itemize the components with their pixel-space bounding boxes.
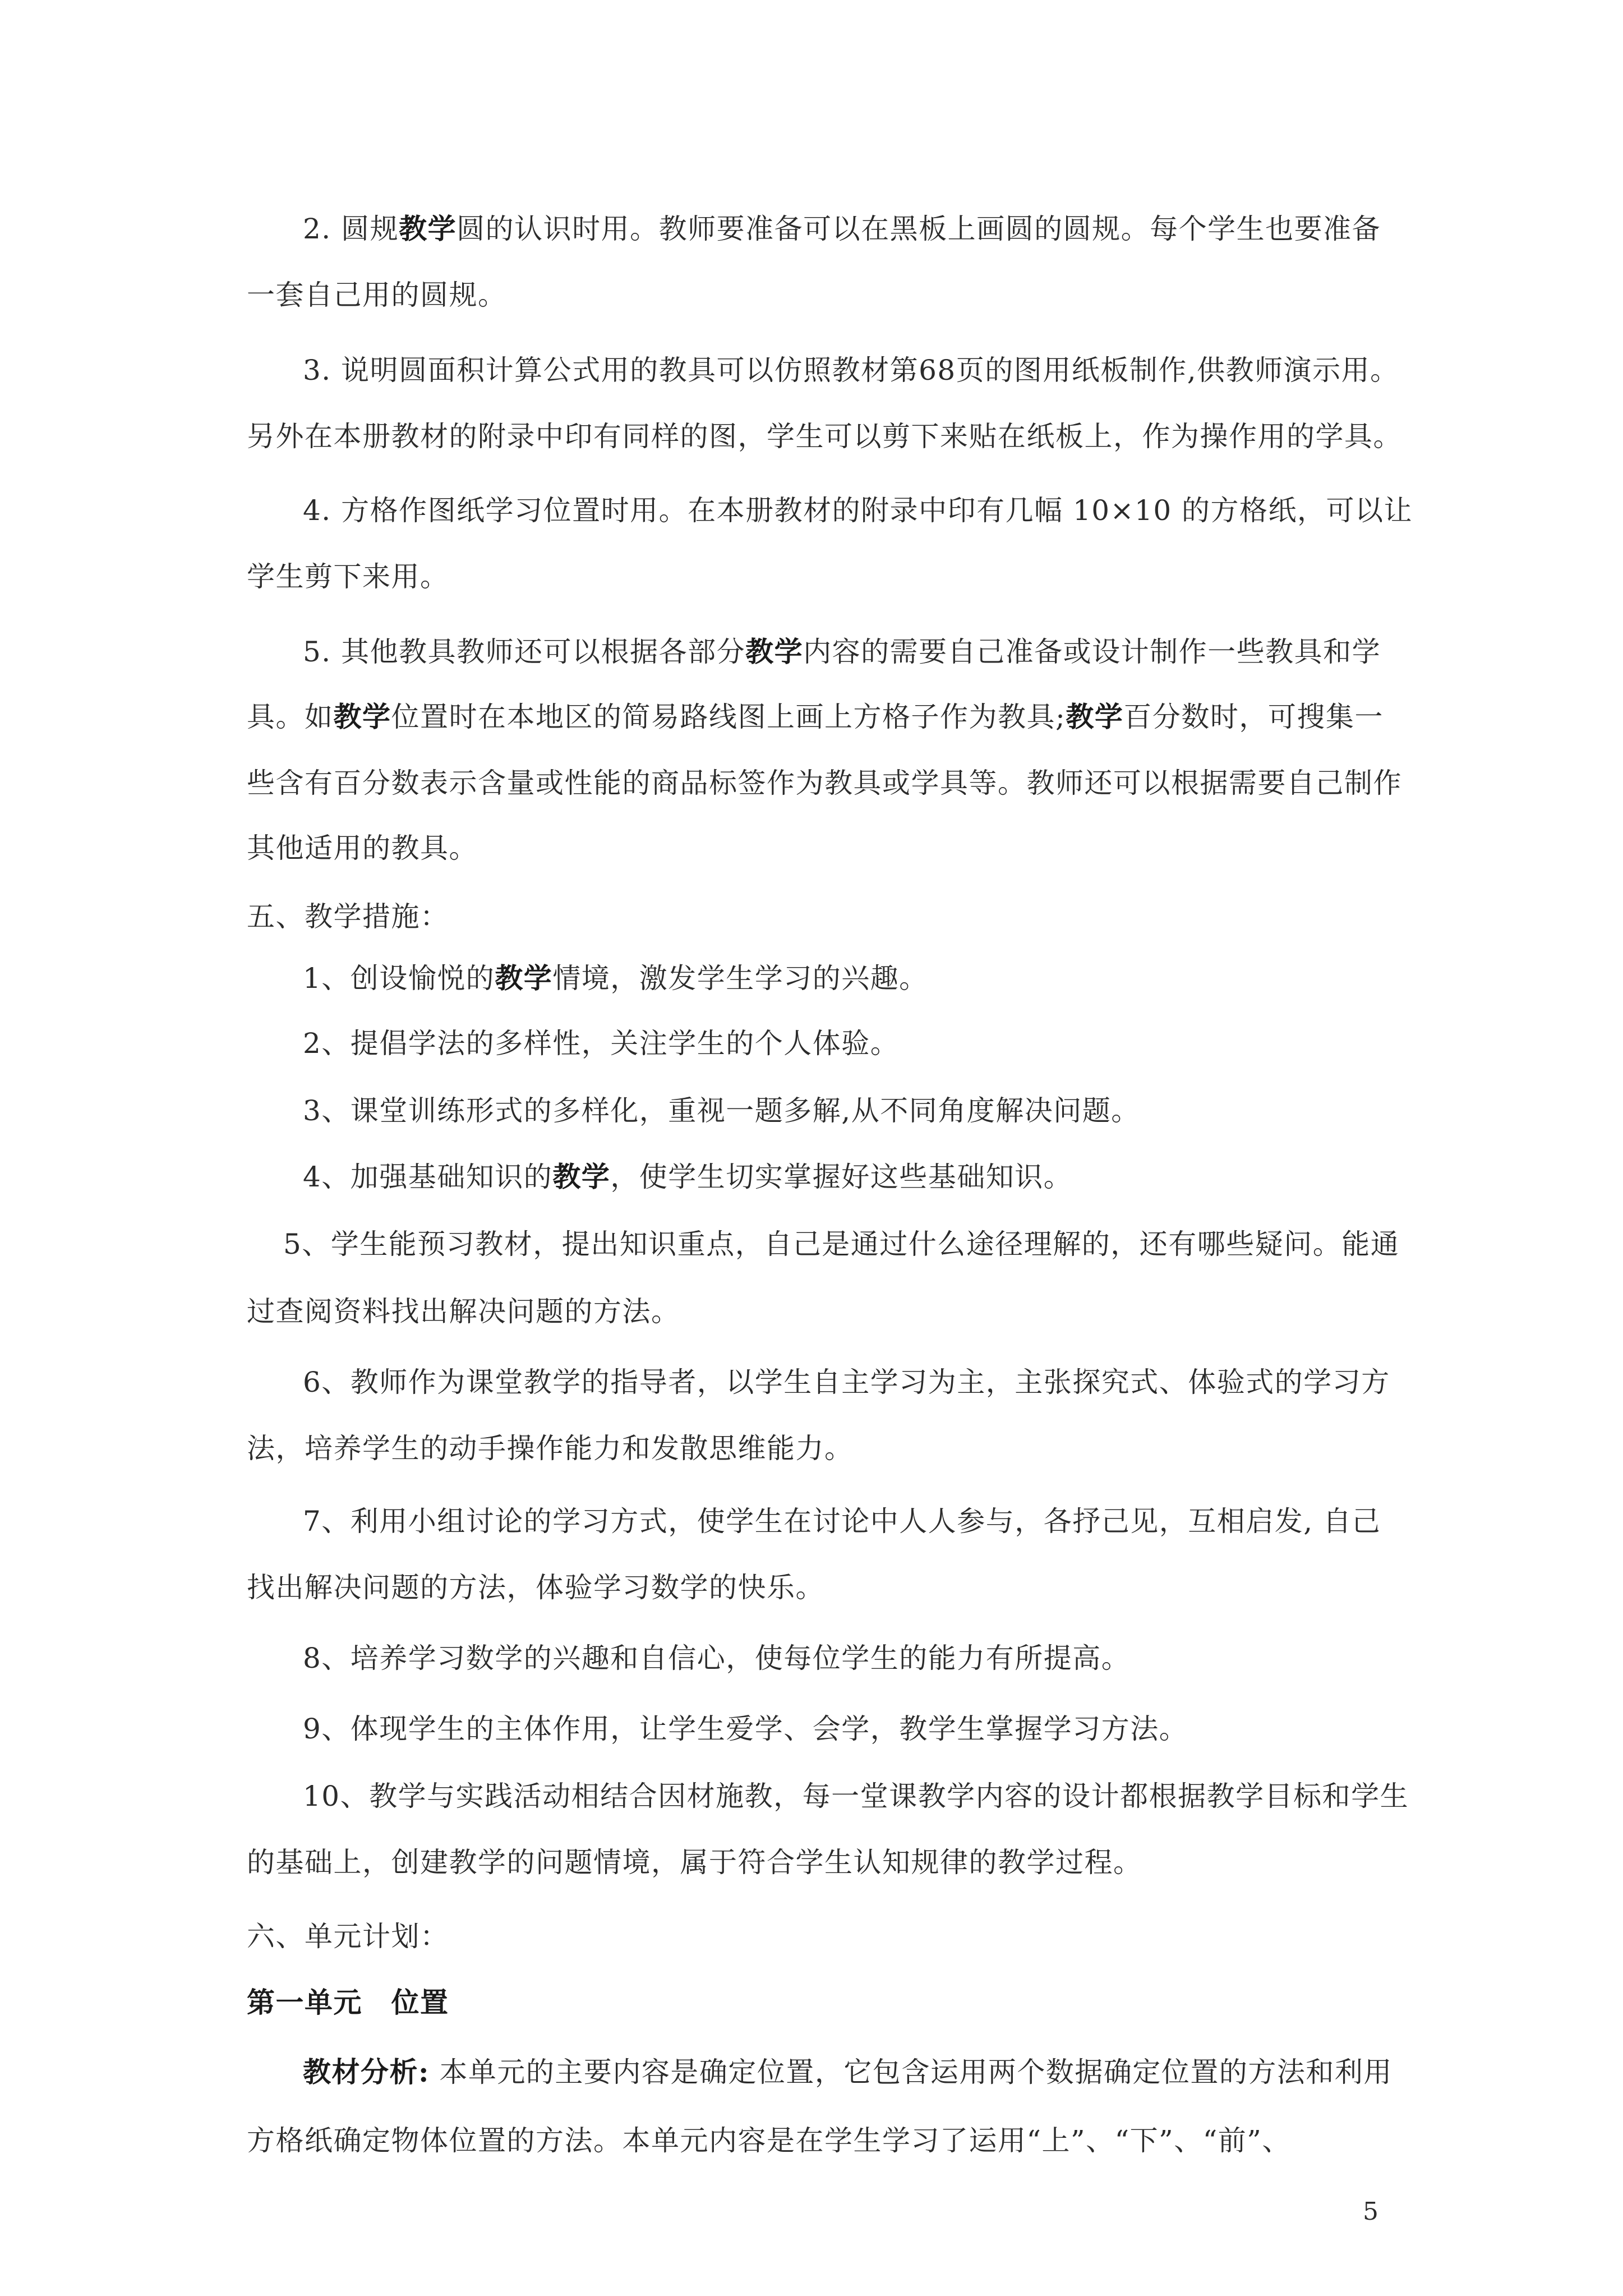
text-line [303, 1641, 1130, 1675]
text-line [247, 831, 478, 865]
text-segment: 情境，激发学生学习的兴趣。 [552, 962, 928, 995]
text-line [283, 1227, 1399, 1261]
bold-text-segment: 教学 [333, 700, 391, 733]
text-line [247, 1846, 1142, 1879]
page-number: 5 [1363, 2197, 1378, 2226]
text-segment: 2、提倡学法的多样性，关注学生的个人体验。 [303, 1027, 900, 1060]
text-line [303, 635, 1381, 669]
text-segment: 些含有百分数表示含量或性能的商品标签作为教具或学具等。教师还可以根据需要自己制作 [247, 767, 1402, 799]
text-segment: 内容的需要自己准备或设计制作一些教具和学 [803, 636, 1381, 668]
text-line [247, 766, 1402, 800]
text-segment: 8、培养学习数学的兴趣和自信心，使每位学生的能力有所提高。 [303, 1642, 1131, 1674]
text-line [303, 1365, 1390, 1399]
text-line [247, 1986, 449, 2019]
text-segment: 找出解决问题的方法，体验学习数学的快乐。 [247, 1571, 824, 1604]
text-segment: 其他适用的教具。 [247, 832, 478, 864]
text-segment: 6、教师作为课堂教学的指导者，以学生自主学习为主，主张探究式、体验式的学习方 [303, 1366, 1390, 1398]
text-line [247, 278, 507, 312]
text-segment: 9、体现学生的主体作用，让学生爱学、会学，教学生掌握学习方法。 [303, 1713, 1188, 1745]
text-segment: 3. 说明圆面积计算公式用的教具可以仿照教材第68页的图用纸板制作,供教师演示用。 [303, 354, 1399, 386]
text-line [303, 494, 1413, 527]
bold-text-segment: 教学 [495, 961, 553, 995]
text-line [247, 1432, 854, 1465]
text-segment: 具。如 [247, 701, 334, 733]
text-line [247, 1571, 824, 1604]
text-segment: 法，培养学生的动手操作能力和发散思维能力。 [247, 1432, 854, 1465]
text-line [247, 2124, 1291, 2157]
text-segment: 的基础上，创建教学的问题情境，属于符合学生认知规律的教学过程。 [247, 1846, 1142, 1879]
bold-text-segment: 教学 [552, 1160, 611, 1193]
bold-text-segment: 教材分析: [303, 2055, 430, 2088]
text-segment: 4. 方格作图纸学习位置时用。在本册教材的附录中印有几幅 10×10 的方格纸，可以让 [303, 494, 1413, 527]
text-segment: ，使学生切实掌握好这些基础知识。 [610, 1161, 1073, 1193]
text-segment: 学生剪下来用。 [247, 560, 449, 593]
text-segment: 六、单元计划： [247, 1920, 449, 1953]
text-line [303, 961, 928, 995]
text-segment: 2. 圆规 [303, 213, 399, 245]
text-segment: 3、课堂训练形式的多样化，重视一题多解,从不同角度解决问题。 [303, 1094, 1140, 1127]
text-line [303, 1027, 899, 1060]
text-segment: 五、教学措施： [247, 900, 449, 933]
text-segment: 百分数时，可搜集一 [1123, 701, 1384, 733]
bold-text-segment: 教学 [745, 635, 804, 668]
text-line [303, 1504, 1381, 1538]
text-segment: 5、学生能预习教材，提出知识重点，自己是通过什么途径理解的，还有哪些疑问。能通 [283, 1228, 1400, 1260]
text-line [303, 1094, 1140, 1128]
text-line [247, 1920, 449, 1953]
text-segment: 方格纸确定物体位置的方法。本单元内容是在学生学习了运用“上”、“下”、“前”、 [247, 2124, 1291, 2157]
text-line [247, 700, 1384, 734]
text-segment: 另外在本册教材的附录中印有同样的图，学生可以剪下来贴在纸板上，作为操作用的学具。 [247, 420, 1402, 453]
text-line [247, 1295, 680, 1328]
text-segment: 10、教学与实践活动相结合因材施教，每一堂课教学内容的设计都根据教学目标和学生 [303, 1780, 1409, 1812]
text-segment: 5. 其他教具教师还可以根据各部分 [303, 636, 746, 668]
text-line [303, 1160, 1072, 1194]
text-segment: 4、加强基础知识的 [303, 1161, 553, 1193]
text-segment: 一套自己用的圆规。 [247, 279, 507, 311]
text-line [303, 212, 1381, 246]
text-line [247, 900, 449, 933]
bold-text-segment: 教学 [1066, 700, 1124, 733]
text-line [303, 1779, 1409, 1813]
text-segment: 位置时在本地区的简易路线图上画上方格子作为教具; [391, 701, 1066, 733]
text-segment: 圆的认识时用。教师要准备可以在黑板上画圆的圆规。每个学生也要准备 [457, 213, 1381, 245]
text-segment: 本单元的主要内容是确定位置，它包含运用两个数据确定位置的方法和利用 [429, 2056, 1393, 2088]
text-line [303, 1712, 1188, 1746]
text-line [247, 420, 1402, 453]
text-segment: 过查阅资料找出解决问题的方法。 [247, 1295, 680, 1328]
bold-text-segment: 第一单元 位置 [247, 1986, 449, 2019]
text-line [303, 2055, 1393, 2089]
bold-text-segment: 教学 [399, 212, 457, 245]
text-line [247, 560, 449, 593]
text-segment: 1、创设愉悦的 [303, 962, 495, 995]
text-segment: 7、利用小组讨论的学习方式，使学生在讨论中人人参与，各抒己见，互相启发, 自己 [303, 1505, 1381, 1538]
text-line [303, 353, 1399, 387]
